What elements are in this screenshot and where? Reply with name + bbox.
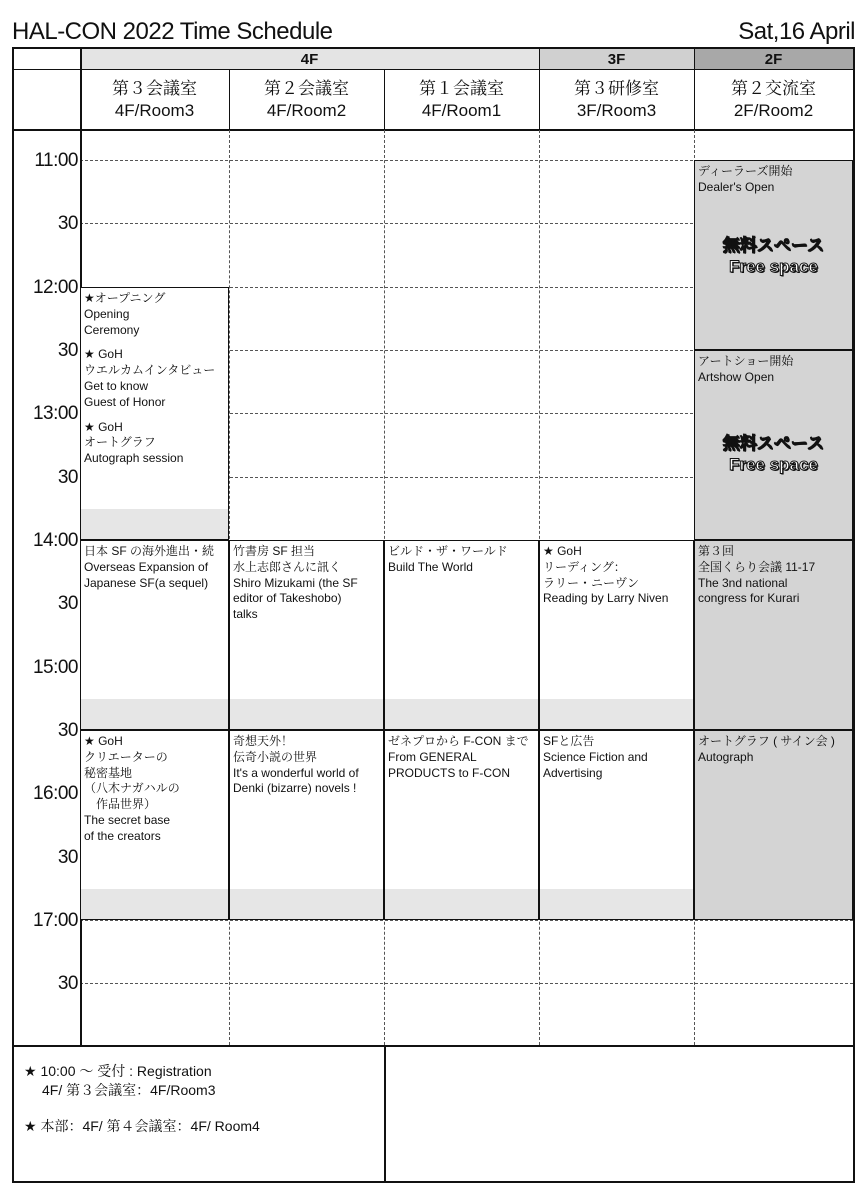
event-text: ラリー・ニーヴン (543, 575, 640, 590)
room-name-en: 4F/Room1 (421, 101, 502, 120)
time-label: 30 (57, 847, 78, 868)
event-text: ビルド・ザ・ワールド (388, 544, 508, 558)
event-text: ★ GoH (543, 544, 582, 558)
event-text: 竹書房 SF 担当 (233, 544, 316, 558)
room-name-en: 4F/Room3 (114, 101, 195, 120)
changeover-band (385, 889, 538, 919)
event-dealers-open (694, 160, 853, 350)
time-label: 30 (57, 213, 78, 234)
floor-header-2f: 2F (694, 49, 853, 70)
changeover-band (81, 889, 228, 919)
changeover-band (81, 509, 228, 539)
room-header-4f-room2 (229, 70, 384, 130)
event-kurari-congress (694, 540, 853, 730)
event-text: SFと広告 (543, 734, 595, 748)
free-space-label: 無料スペース Free space (722, 434, 825, 474)
event-text: 伝奇小説の世界 (233, 749, 318, 764)
header-divider (12, 69, 855, 70)
event-text: 作品世界） (84, 797, 157, 812)
event-text: ディーラーズ開始 (698, 164, 793, 178)
changeover-band (385, 699, 538, 729)
time-label: 30 (57, 720, 78, 741)
time-label: 11:00 (34, 150, 78, 171)
changeover-band (540, 889, 693, 919)
event-text: Overseas Expansion of (84, 559, 209, 574)
event-text: 日本 SF の海外進出・続 (84, 544, 215, 558)
grid-bottom-rule (12, 1045, 855, 1047)
event-text: Science Fiction and (543, 749, 648, 764)
room-name-en: 2F/Room2 (733, 101, 814, 120)
changeover-band (540, 699, 693, 729)
room-name-jp: 第３会議室 (112, 79, 197, 98)
free-space-label: 無料スペース Free space (722, 236, 825, 276)
grid-line (80, 920, 853, 921)
time-label: 30 (57, 973, 78, 994)
event-text: ★ GoH (84, 347, 123, 362)
header-column-divider (384, 70, 385, 130)
registration-line: ★ 10:00 ～ 受付 : Registration (24, 1063, 212, 1079)
event-text: （八木ナガハルの (84, 781, 180, 796)
event-text: Japanese SF(a sequel) (84, 575, 209, 590)
event-text: リーディング： (543, 559, 626, 574)
event-text: editor of Takeshobo) (233, 591, 342, 606)
changeover-band (230, 699, 383, 729)
event-text: 第３回 (698, 544, 735, 558)
floor-header-3f: 3F (539, 49, 694, 70)
time-label: 30 (57, 340, 78, 361)
event-text: The 3nd national (698, 575, 788, 590)
event-autograph-2f (694, 730, 853, 920)
room-name-jp: 第１会議室 (419, 79, 504, 98)
event-text: ★ GoH (84, 734, 123, 748)
event-text: 秘密基地 (84, 765, 133, 780)
header-column-divider (229, 70, 230, 130)
header-column-divider (539, 49, 540, 130)
time-label: 17:00 (32, 910, 78, 931)
event-text: talks (233, 607, 258, 622)
time-label: 16:00 (32, 783, 78, 804)
event-text: ★オープニング (84, 291, 166, 305)
event-text: Dealer's Open (698, 179, 775, 194)
event-text: It's a wonderful world of (233, 765, 359, 780)
event-text: ゼネプロから F-CON まで (388, 734, 529, 748)
time-label: 13:00 (32, 403, 78, 424)
event-text: of the creators (84, 828, 161, 843)
room-header-4f-room3 (80, 70, 229, 130)
event-text: Get to know (84, 378, 149, 393)
time-label: 12:00 (32, 277, 78, 298)
event-text: The secret base (84, 812, 171, 827)
time-label: 14:00 (32, 530, 78, 551)
schedule-date: Sat,16 April (738, 18, 855, 45)
room-name-en: 3F/Room3 (576, 101, 657, 120)
event-text: 水上志郎さんに訊く (233, 559, 342, 574)
event-text: From GENERAL (388, 749, 477, 764)
header-column-divider (694, 49, 695, 130)
event-artshow-open (694, 350, 853, 540)
headquarters-note: ★ 本部：4F/ 第４会議室：4F/ Room4 (24, 1118, 260, 1134)
event-text: congress for Kurari (698, 591, 800, 606)
event-text: 全国くらり会議 11-17 (698, 559, 816, 574)
event-text: Build The World (388, 559, 473, 574)
event-text: Opening (84, 306, 130, 321)
event-text: Advertising (543, 765, 603, 780)
event-text: Guest of Honor (84, 394, 166, 409)
event-text: 奇想天外！ (233, 734, 294, 748)
event-text: クリエーターの (84, 749, 168, 764)
event-text: アートショー開始 (698, 354, 794, 368)
room-name-jp: 第３研修室 (574, 79, 659, 98)
notes-divider (384, 1046, 386, 1183)
time-label: 15:00 (32, 657, 78, 678)
changeover-band (81, 699, 228, 729)
floor-header-4f: 4F (80, 49, 539, 70)
registration-note (24, 1062, 215, 1100)
time-label: 30 (57, 467, 78, 488)
event-opening-block (80, 287, 229, 540)
time-label: 30 (57, 593, 78, 614)
grid-line (80, 983, 853, 984)
event-text: Shiro Mizukami (the SF (233, 575, 358, 590)
room-header-4f-room1 (384, 70, 539, 130)
event-text: オートグラフ (84, 435, 156, 450)
event-text: オートグラフ ( サイン会 ) (698, 734, 835, 748)
room-header-3f-room3 (539, 70, 694, 130)
event-text: Denki (bizarre) novels ! (233, 781, 357, 796)
event-text: Autograph session (84, 451, 184, 466)
changeover-band (230, 889, 383, 919)
room-name-en: 4F/Room2 (266, 101, 347, 120)
event-text: PRODUCTS to F-CON (388, 765, 511, 780)
event-text: ウエルカムインタビュー (84, 363, 216, 378)
page-title: HAL-CON 2022 Time Schedule (12, 18, 333, 45)
event-text: Ceremony (84, 322, 140, 337)
event-text: Artshow Open (698, 369, 775, 384)
room-header-2f-room2 (694, 70, 853, 130)
room-name-jp: 第２交流室 (731, 79, 816, 98)
event-text: Reading by Larry Niven (543, 591, 669, 606)
registration-location: 4F/ 第３会議室：4F/Room3 (42, 1082, 216, 1098)
event-text: ★ GoH (84, 419, 123, 434)
header-bottom-rule (12, 129, 855, 131)
event-text: Autograph (698, 749, 754, 764)
room-name-jp: 第２会議室 (264, 79, 349, 98)
